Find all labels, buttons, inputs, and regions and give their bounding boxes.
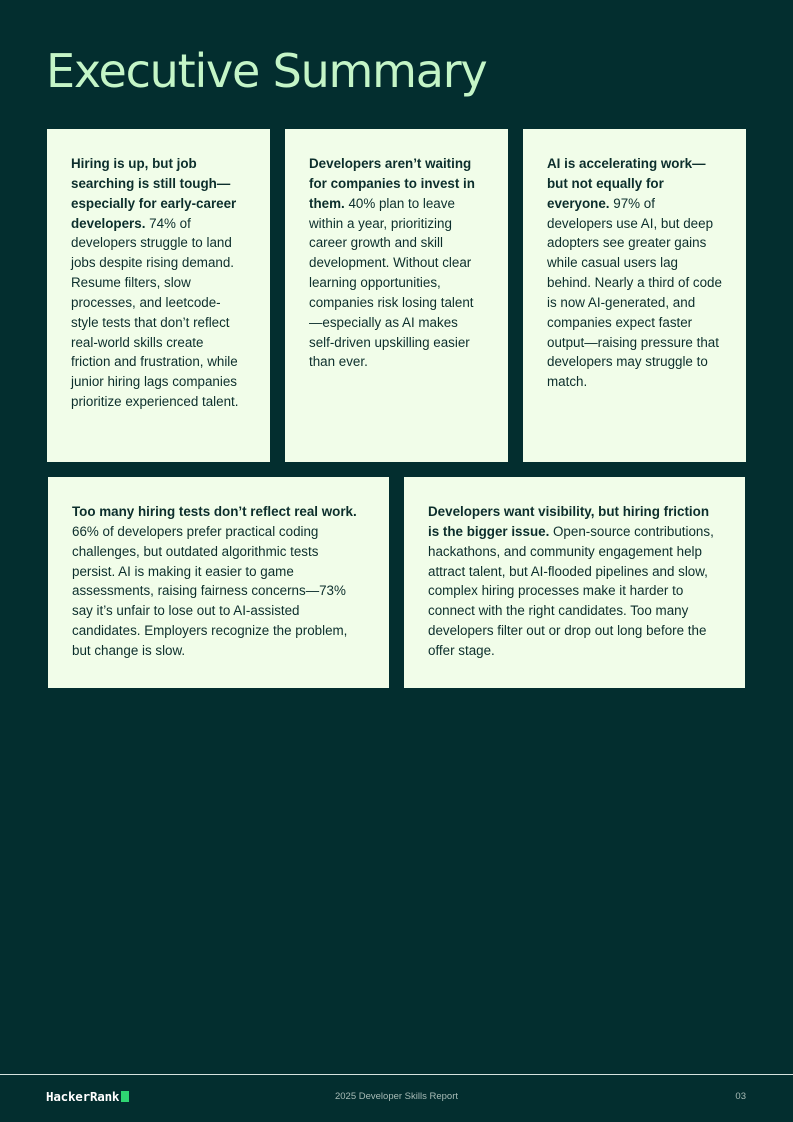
summary-card-hiring-up [47, 129, 270, 462]
card-body: 74% of developers struggle to land jobs despite rising demand. Resume filters, slow processes, and leetcode-style tests that don’t reflect real-world skills create friction and frustration, while junior hiring lags companies prioritize experienced talent. [71, 215, 239, 410]
report-title: 2025 Developer Skills Report [334, 1091, 459, 1102]
card-text [547, 154, 722, 392]
card-body: 40% plan to leave within a year, prioritizing career growth and skill development. Without clear learning opportunities, companies risk losing talent —especially as AI makes self-driven upskilling easier than ever. [309, 195, 474, 370]
footer-divider [0, 1074, 793, 1075]
page-title: Executive Summary [46, 44, 487, 98]
card-lead: AI is accelerating work—but not equally for everyone. [547, 156, 706, 211]
page-number: 03 [735, 1091, 746, 1102]
summary-card-ai-accelerating [523, 129, 746, 462]
card-body: 97% of developers use AI, but deep adopters see greater gains while casual users lag behind. Nearly a third of code is now AI-generated, and companies expect faster output—raising pressure that developers may struggle to match. [547, 195, 722, 390]
card-text [72, 502, 365, 661]
summary-card-visibility [404, 477, 745, 688]
card-lead: Too many hiring tests don’t reflect real work. [72, 504, 357, 519]
summary-card-developers-not-waiting [285, 129, 508, 462]
summary-card-hiring-tests [48, 477, 389, 688]
card-lead: Developers aren’t waiting for companies to invest in them. [309, 156, 475, 211]
card-text [71, 154, 246, 412]
card-body: Open-source contributions, hackathons, and community engagement help attract talent, but AI-flooded pipelines and slow, complex hiring processes make it harder to connect with the right candidates. Too many developers filter out or drop out long before the offer stage. [428, 523, 714, 658]
card-text [309, 154, 484, 372]
card-lead: Hiring is up, but job searching is still tough—especially for early-career developers. [71, 156, 237, 231]
card-body: 66% of developers prefer practical coding challenges, but outdated algorithmic tests persist. AI is making it easier to game assessments, raising fairness concerns—73% say it’s unfair to lose out to AI-assisted candidates. Employers recognize the problem, but change is slow. [72, 523, 348, 658]
card-lead: Developers want visibility, but hiring friction is the bigger issue. [428, 504, 709, 539]
card-text [428, 502, 721, 661]
logo-text: HackerRank [46, 1089, 120, 1104]
